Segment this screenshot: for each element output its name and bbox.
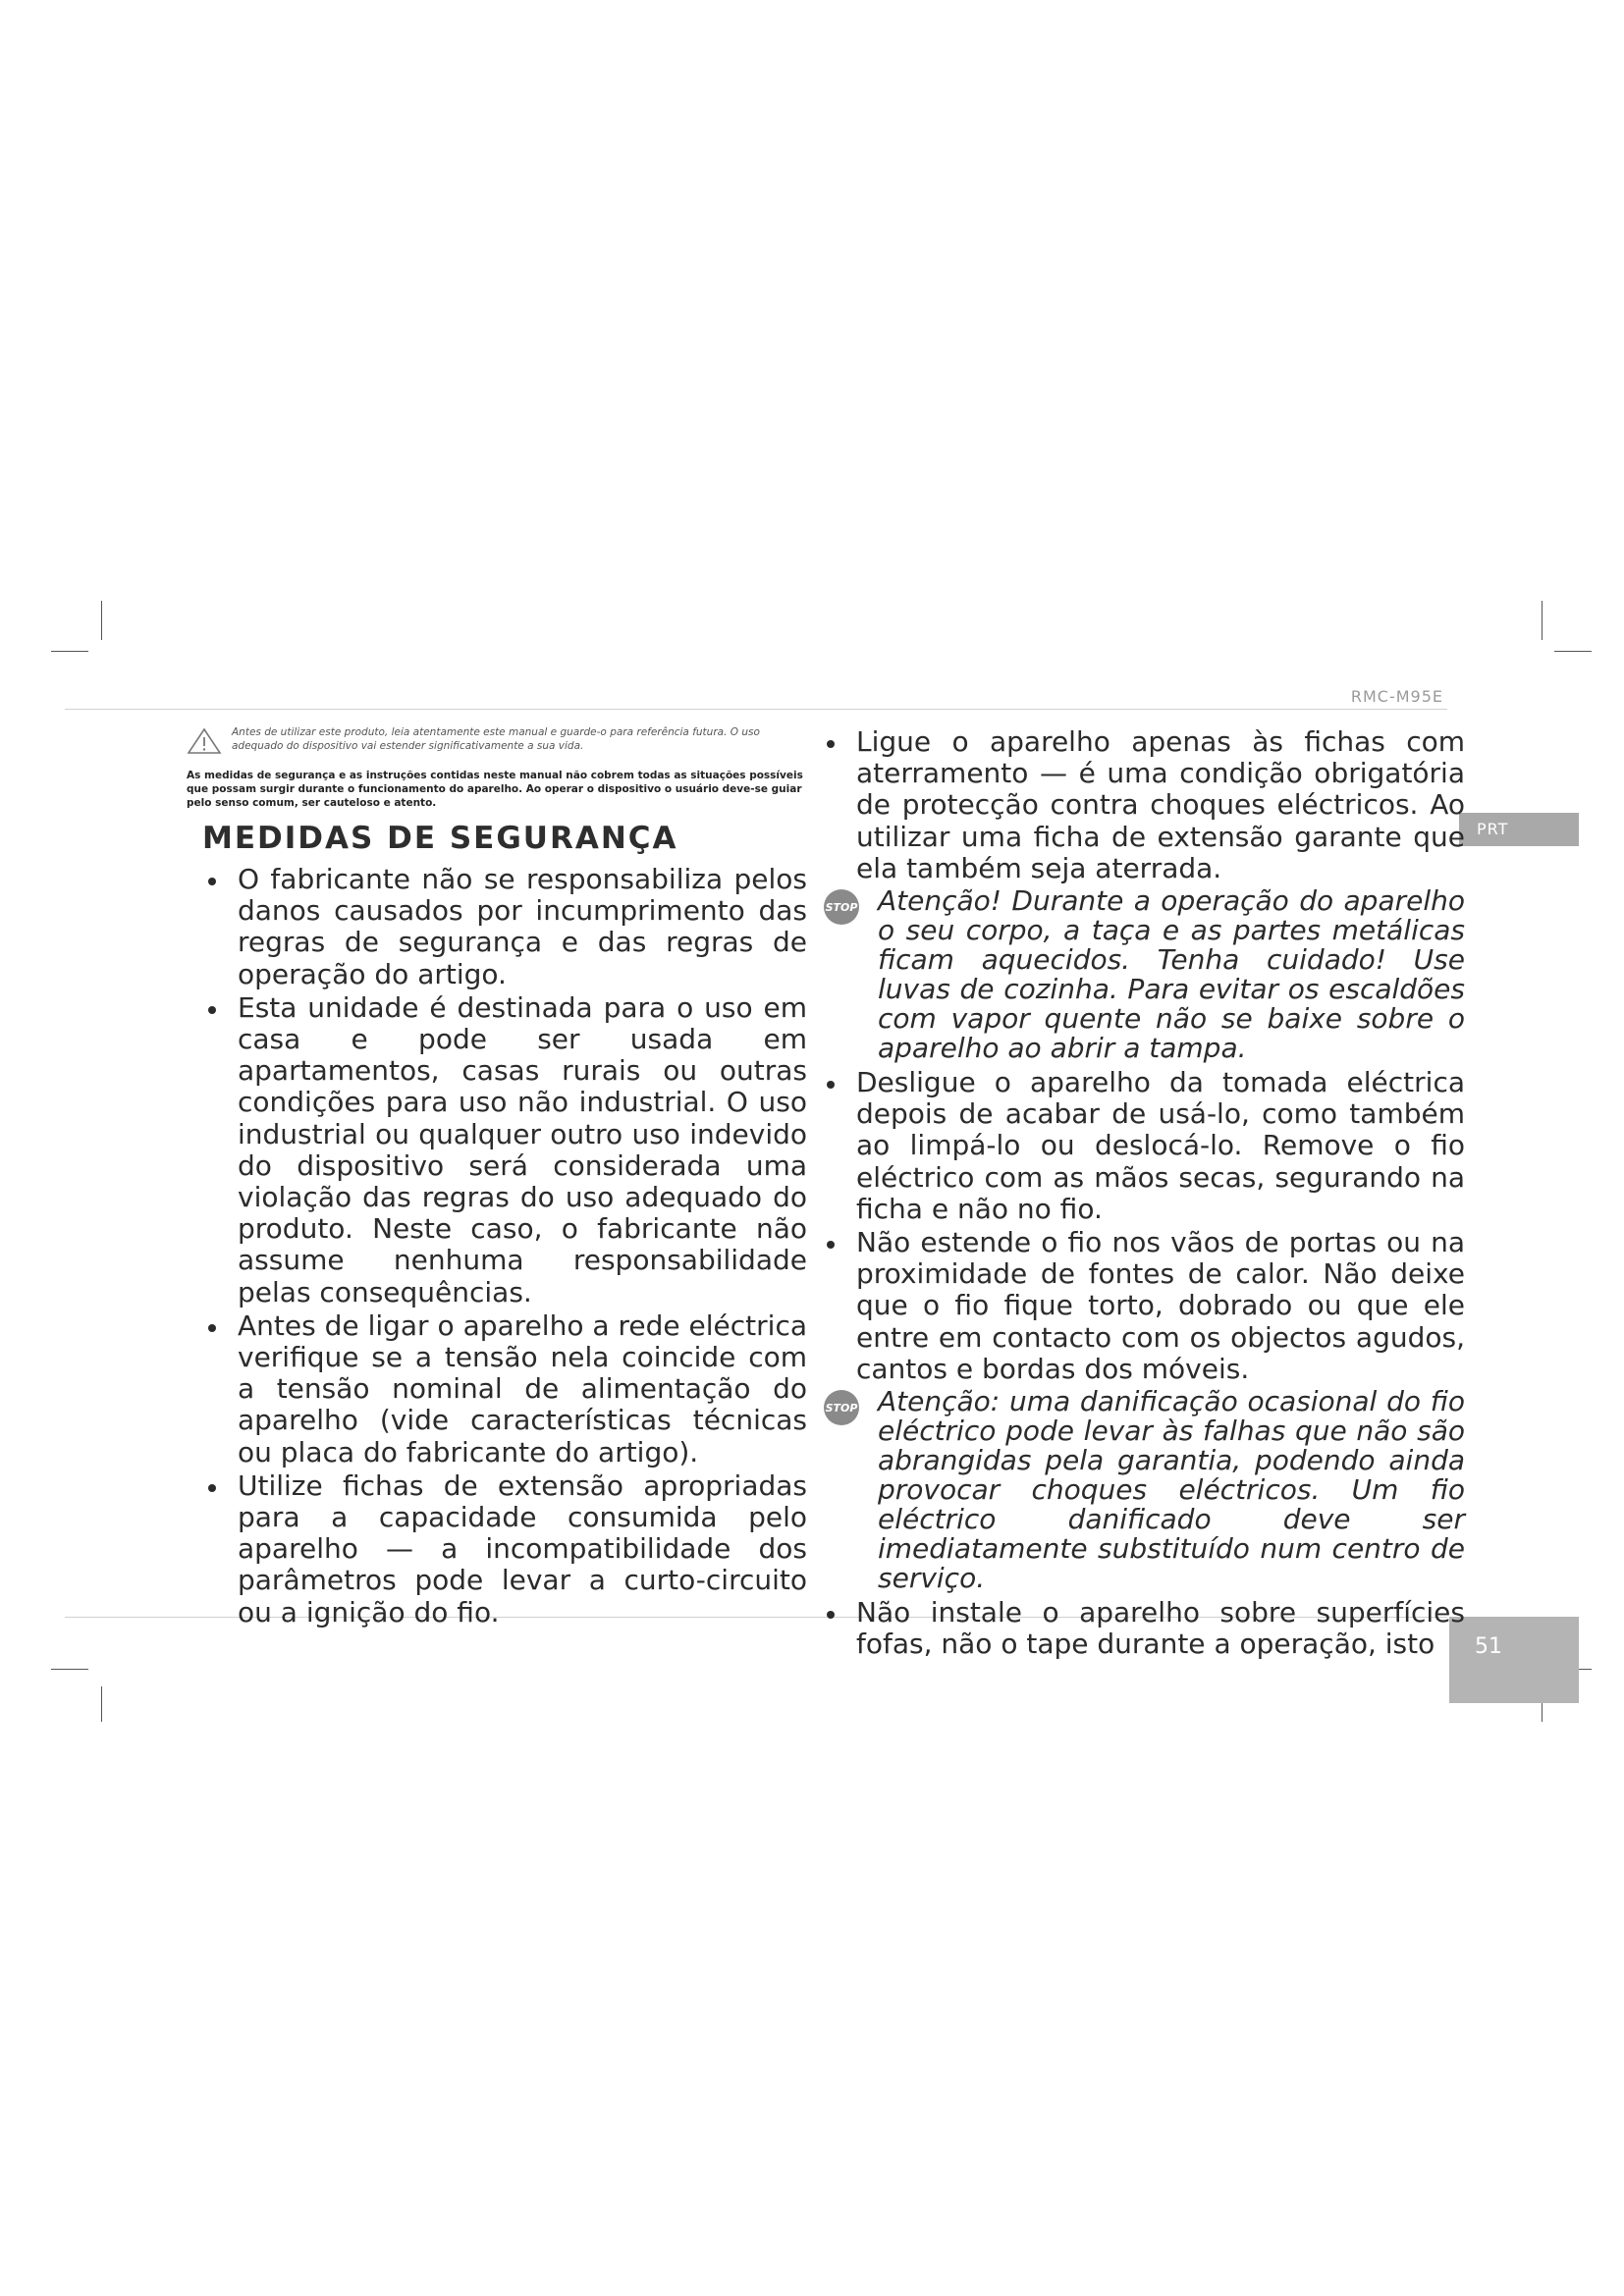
bullet-icon — [827, 740, 835, 748]
crop-mark — [1542, 601, 1543, 640]
list-item — [821, 1597, 1465, 1660]
model-number: RMC-M95E — [1350, 687, 1443, 706]
svg-text:STOP: STOP — [825, 1402, 858, 1415]
list-item — [202, 1470, 807, 1629]
bullet-icon — [827, 1081, 835, 1089]
page-number: 51 — [1449, 1617, 1579, 1703]
svg-text:STOP: STOP — [825, 901, 858, 915]
section-title: MEDIDAS DE SEGURANÇA — [202, 821, 678, 856]
crop-mark — [51, 1669, 88, 1670]
list-item-text: Antes de ligar o aparelho a rede eléctrica verifique se a tensão nela coincide com a tensão nominal de alimentação do aparelho (vide características técnicas ou placa do fabricante do artigo). — [238, 1308, 807, 1468]
list-item-text: Não instale o aparelho sobre superfícies fofas, não o tape durante a operação, isto — [856, 1596, 1465, 1661]
crop-mark — [101, 601, 102, 640]
list-item — [202, 864, 807, 990]
bullet-icon — [827, 1611, 835, 1619]
left-column — [202, 864, 807, 1630]
warning-bold-text: As medidas de segurança e as instruções contidas neste manual não cobrem todas as situações possíveis que possam surgir durante o funcionamento do aparelho. Ao operar o dispositivo o usuário deve-se guiar pelo senso comum, ser cauteloso e atento. — [187, 770, 803, 809]
list-item-text: Desligue o aparelho da tomada eléctrica depois de acabar de usá-lo, como também ao limpá-lo ou deslocá-lo. Remove o fio eléctrico com as mãos secas, segurando na ficha e não no fio. — [856, 1066, 1465, 1225]
warning-block — [187, 725, 807, 810]
list-item-text: Utilize fichas de extensão apropriadas para a capacidade consumida pelo aparelho — a incompatibilidade dos parâmetros pode levar a curto-circuito ou a ignição do fio. — [238, 1468, 807, 1629]
caution-note — [821, 1387, 1465, 1593]
warning-intro-text: Antes de utilizar este produto, leia atentamente este manual e guarde-o para referência futura. O uso adequado do dispositivo vai estender significativamente a sua vida. — [232, 726, 760, 752]
list-item — [821, 726, 1465, 884]
list-item-text: Esta unidade é destinada para o uso em casa e pode ser usada em apartamentos, casas rurais ou outras condições para uso não industrial. O uso industrial ou qualquer outro uso indevido do dispositivo será considerada uma violação das regras do uso adequado do produto. Neste caso, o fabricante não assume nenhuma responsabilidade pelas consequências. — [238, 990, 807, 1308]
bullet-icon — [208, 1006, 216, 1014]
stop-icon — [823, 888, 860, 926]
list-item — [202, 1310, 807, 1468]
language-tab: PRT — [1459, 813, 1579, 846]
bullet-icon — [208, 1324, 216, 1332]
list-item-text: O fabricante não se responsabiliza pelos danos causados por incumprimento das regras de segurança e das regras de operação do artigo. — [238, 863, 807, 990]
list-item-text: Não estende o fio nos vãos de portas ou na proximidade de fontes de calor. Não deixe que o fio fique torto, dobrado ou que ele entre em contacto com os objectos agudos, cantos e bordas dos móveis. — [856, 1226, 1465, 1385]
crop-mark — [1554, 651, 1592, 652]
list-item-text: Ligue o aparelho apenas às fichas com aterramento — é uma condição obrigatória de protecção contra choques eléctricos. Ao utilizar uma ficha de extensão garante que ela também seja aterrada. — [856, 725, 1465, 884]
caution-note-text: Atenção! Durante a operação do aparelho o seu corpo, a taça e as partes metálicas ficam aquecidos. Tenha cuidado! Use luvas de cozinha. Para evitar os escaldões com vapor quente não se baixe sobre o aparelho ao abrir a tampa. — [878, 884, 1465, 1065]
caution-note-text: Atenção: uma danificação ocasional do fio eléctrico pode levar às falhas que não são abrangidas pela garantia, podendo ainda provocar choques eléctricos. Um fio eléctrico danificado deve ser imediatamente substituído num centro de serviço. — [878, 1385, 1465, 1595]
bullet-icon — [208, 878, 216, 885]
warning-triangle-icon — [187, 727, 222, 755]
header-rule — [65, 709, 1447, 710]
bullet-icon — [827, 1241, 835, 1249]
bullet-icon — [208, 1484, 216, 1492]
list-item — [821, 1227, 1465, 1385]
caution-note — [821, 886, 1465, 1063]
crop-mark — [51, 651, 88, 652]
list-item — [202, 992, 807, 1308]
stop-icon — [823, 1389, 860, 1426]
list-item — [821, 1067, 1465, 1225]
crop-mark — [101, 1686, 102, 1722]
right-column — [821, 726, 1465, 1662]
